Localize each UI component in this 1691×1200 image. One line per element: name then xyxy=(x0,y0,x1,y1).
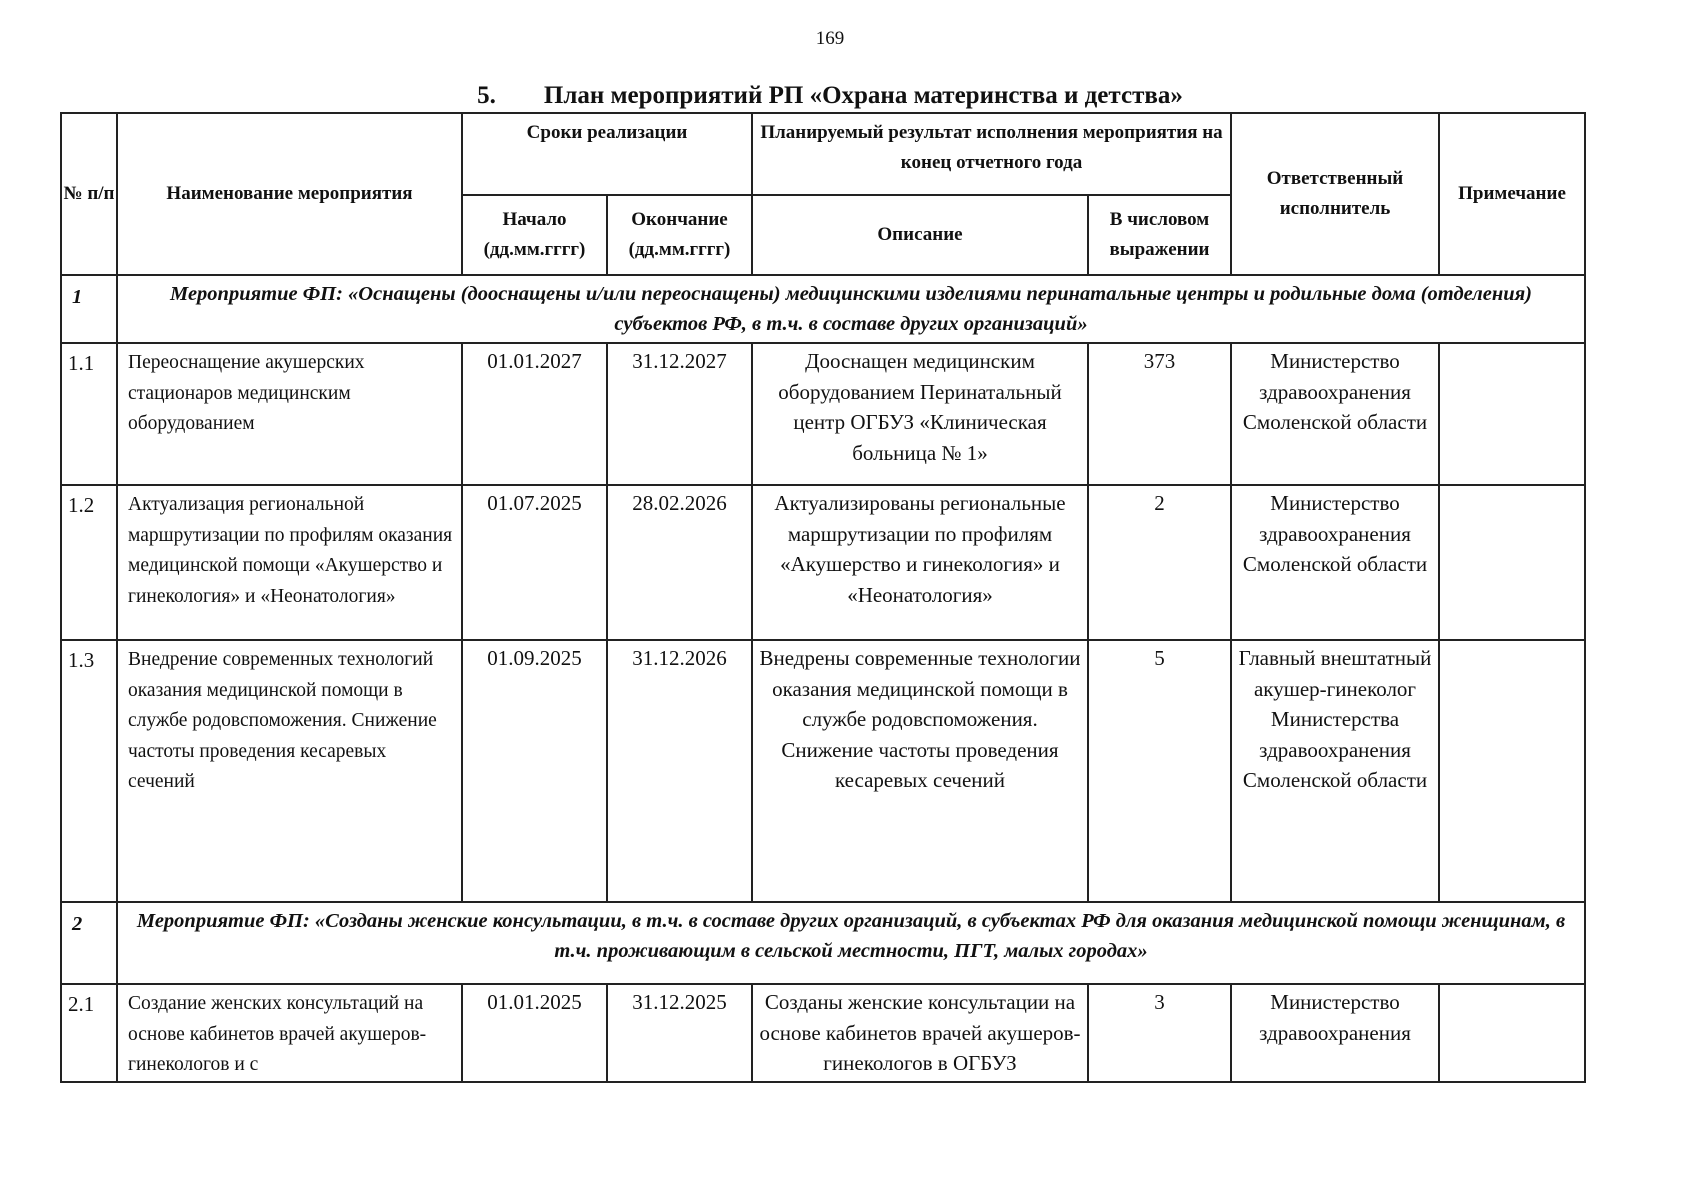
row-name: Переоснащение акушерских стационаров медицинским оборудованием xyxy=(117,343,462,485)
header-responsible: Ответственный исполнитель xyxy=(1231,113,1439,275)
row-name: Актуализация региональной маршрутизации по профилям оказания медицинской помощи «Акушерство и гинекология» и «Неонатология» xyxy=(117,485,462,640)
row-responsible: Министерство здравоохранения Смоленской области xyxy=(1231,485,1439,640)
section-num: 2 xyxy=(61,902,117,984)
header-numeric: В числовом выражении xyxy=(1088,195,1231,275)
section-num: 1 xyxy=(61,275,117,343)
table-row xyxy=(61,343,1585,485)
row-responsible: Главный внештатный акушер-гинеколог Министерства здравоохранения Смоленской области xyxy=(1231,640,1439,902)
row-responsible: Министерство здравоохранения Смоленской области xyxy=(1231,343,1439,485)
header-num: № п/п xyxy=(61,113,117,275)
row-note xyxy=(1439,343,1585,485)
page-number: 169 xyxy=(815,28,845,49)
row-start: 01.01.2025 xyxy=(462,984,607,1082)
row-end: 28.02.2026 xyxy=(607,485,752,640)
row-num: 2.1 xyxy=(61,984,117,1082)
row-value: 5 xyxy=(1088,640,1231,902)
row-num: 1.2 xyxy=(61,485,117,640)
row-note xyxy=(1439,984,1585,1082)
row-note xyxy=(1439,485,1585,640)
measures-plan-table xyxy=(60,112,1586,1083)
section-title: План мероприятий РП «Охрана материнства и детства» xyxy=(543,82,1183,109)
header-start: Начало (дд.мм.гггг) xyxy=(462,195,607,275)
row-value: 2 xyxy=(1088,485,1231,640)
row-description: Актуализированы региональные маршрутизации по профилям «Акушерство и гинекология» и «Неонатология» xyxy=(752,485,1088,640)
table-row xyxy=(61,640,1585,902)
section-number: 5. xyxy=(477,82,496,109)
row-note xyxy=(1439,640,1585,902)
header-description: Описание xyxy=(752,195,1088,275)
section-row xyxy=(61,275,1585,343)
section-text: Мероприятие ФП: «Созданы женские консультации, в т.ч. в составе других организаций, в субъектах РФ для оказания медицинской помощи женщинам, в т.ч. проживающим в сельской местности, ПГТ, малых городах» xyxy=(117,902,1585,984)
header-end: Окончание (дд.мм.гггг) xyxy=(607,195,752,275)
section-row xyxy=(61,902,1585,984)
row-end: 31.12.2027 xyxy=(607,343,752,485)
row-start: 01.01.2027 xyxy=(462,343,607,485)
table-row xyxy=(61,485,1585,640)
page-title xyxy=(0,82,1660,110)
row-name: Создание женских консультаций на основе кабинетов врачей акушеров-гинекологов и с xyxy=(117,984,462,1082)
row-start: 01.07.2025 xyxy=(462,485,607,640)
header-planned-result: Планируемый результат исполнения мероприятия на конец отчетного года xyxy=(752,113,1231,195)
row-responsible: Министерство здравоохранения xyxy=(1231,984,1439,1082)
row-end: 31.12.2026 xyxy=(607,640,752,902)
row-num: 1.1 xyxy=(61,343,117,485)
header-note: Примечание xyxy=(1439,113,1585,275)
row-value: 373 xyxy=(1088,343,1231,485)
row-name: Внедрение современных технологий оказания медицинской помощи в службе родовспоможения. Снижение частоты проведения кесаревых сечений xyxy=(117,640,462,902)
row-start: 01.09.2025 xyxy=(462,640,607,902)
section-text: Мероприятие ФП: «Оснащены (дооснащены и/или переоснащены) медицинскими изделиями перинатальные центры и родильные дома (отделения) субъектов РФ, в т.ч. в составе других организаций» xyxy=(117,275,1585,343)
row-description: Внедрены современные технологии оказания медицинской помощи в службе родовспоможения. Снижение частоты проведения кесаревых сечений xyxy=(752,640,1088,902)
row-num: 1.3 xyxy=(61,640,117,902)
row-description: Созданы женские консультации на основе кабинетов врачей акушеров-гинекологов в ОГБУЗ xyxy=(752,984,1088,1082)
header-terms: Сроки реализации xyxy=(462,113,752,195)
row-end: 31.12.2025 xyxy=(607,984,752,1082)
row-value: 3 xyxy=(1088,984,1231,1082)
row-description: Дооснащен медицинским оборудованием Перинатальный центр ОГБУЗ «Клиническая больница № 1» xyxy=(752,343,1088,485)
table-row xyxy=(61,984,1585,1082)
header-name: Наименование мероприятия xyxy=(117,113,462,275)
header-row-1 xyxy=(61,113,1585,195)
